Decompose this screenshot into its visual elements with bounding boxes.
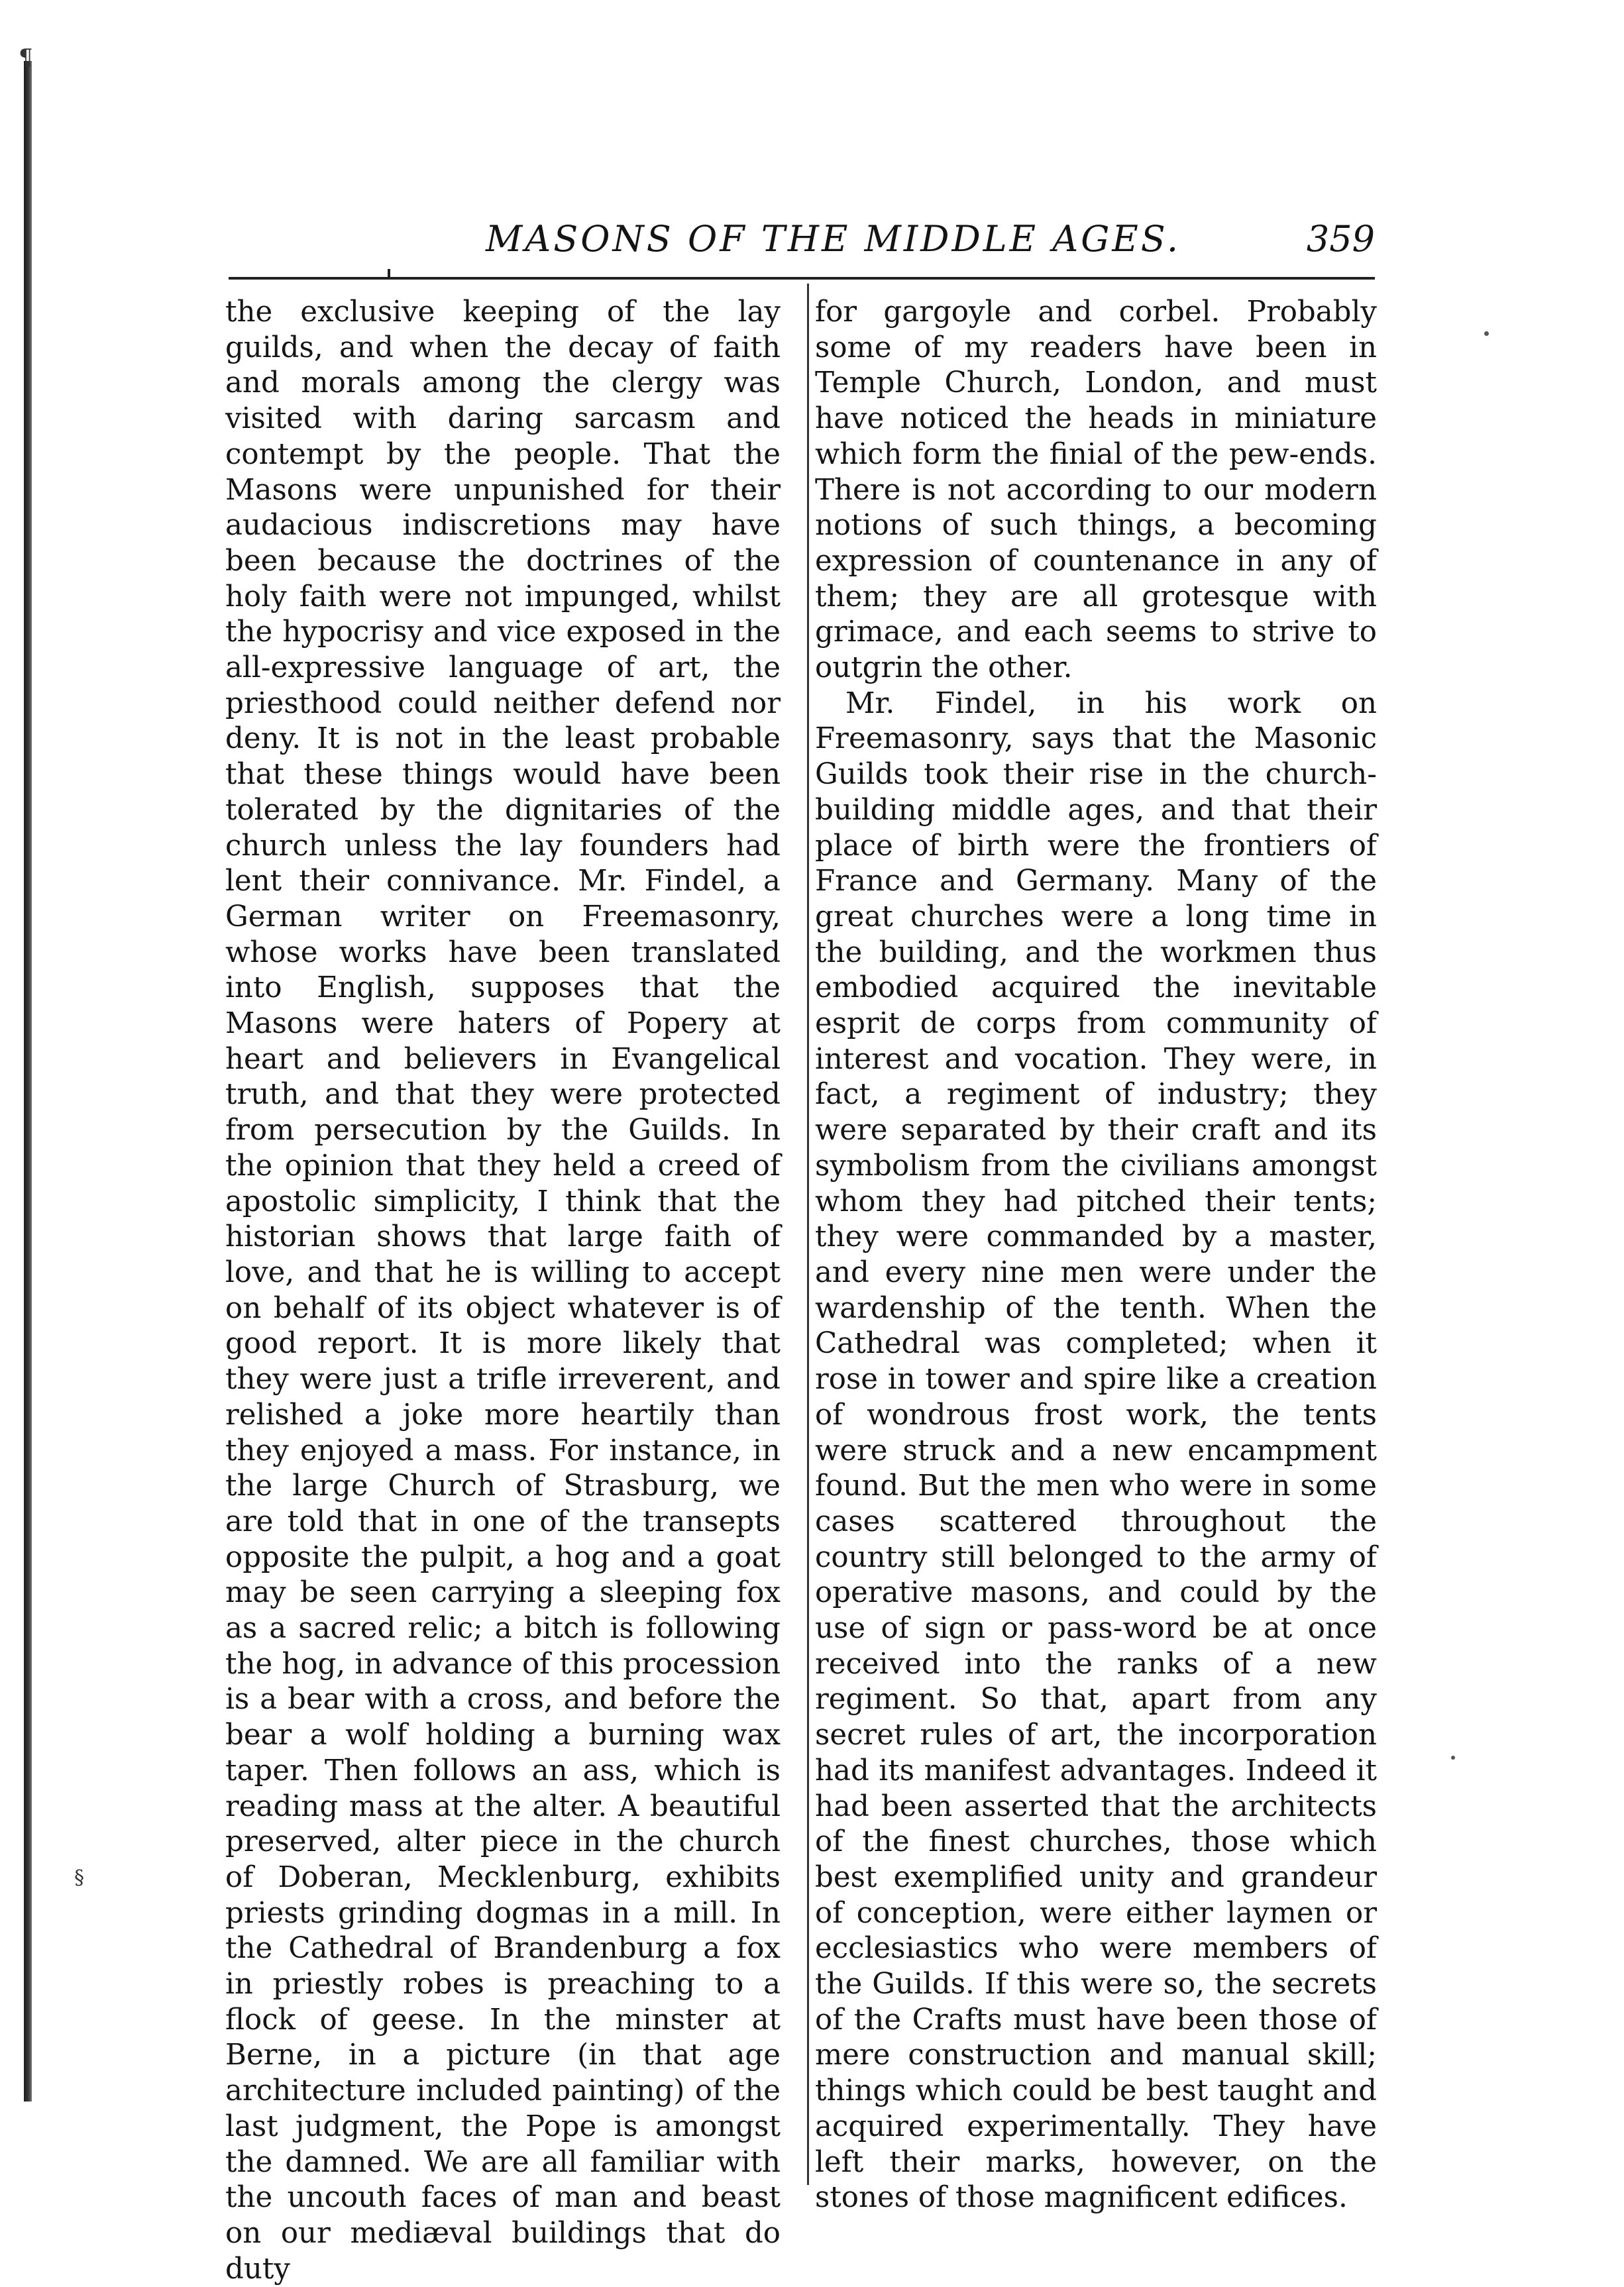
right-paragraph-2: Mr. Findel, in his work on Freemasonry, says that the Masonic Guilds took their rise in the church-building middle ages, and that their place of birth were the frontiers of France and Germany. Many of the great churches were a long time in the building, and the workmen thus embodied acquired the inevitable esprit de corps from community of interest and vocation. They were, in fact, a regiment of industry; they were separated by their craft and its symbolism from the civilians amongst whom they had pitched their tents; they were commanded by a master, and every nine men were under the wardenship of the tenth. When the Cathedral was completed; when it rose in tower and spire like a creation of wondrous frost work, the tents were struck and a new encampment found. But the men who were in some cases scattered throughout the country still belonged to the army of operative masons, and could by the use of sign or pass-word be at once received into the ranks of a new regiment. So that, apart from any secret rules of art, the incorporation had its manifest advantages. Indeed it had been asserted that the architects of the finest churches, those which best exemplified unity and grandeur of conception, were either laymen or ecclesiastics who were members of the Guilds. If this were so, the secrets of the Crafts must have been those of mere construction and manual skill; things which could be best taught and acquired experimentally. They have left their marks, however, on the stones of those magnificent edifices.: [815, 686, 1377, 2215]
header-rule: [229, 277, 1375, 280]
right-paragraph-1: for gargoyle and corbel. Probably some of my readers have been in Temple Church, London, and must have noticed the heads in miniature which form the finial of the pew-ends. There is not according to our modern notions of such things, a becoming expression of countenance in any of them; they are all grotesque with grimace, and each seems to strive to outgrin the other.: [815, 295, 1377, 685]
page-number: 359: [1306, 218, 1375, 260]
running-title: MASONS OF THE MIDDLE AGES.: [486, 218, 1181, 260]
column-divider: [807, 284, 809, 2185]
binding-edge: [24, 61, 32, 2101]
page-header: [229, 215, 1375, 263]
left-paragraph-1: the exclusive keeping of the lay guilds, and when the decay of faith and morals among the clergy was visited with daring sarcasm and contempt by the people. That the Masons were unpunished for their audacious indiscretions may have been because the doctrines of the holy faith were not impunged, whilst the hypocrisy and vice exposed in the all-expressive language of art, the priesthood could neither defend nor deny. It is not in the least probable that these things would have been tolerated by the dignitaries of the church unless the lay founders had lent their connivance. Mr. Findel, a German writer on Freemasonry, whose works have been translated into English, supposes that the Masons were haters of Popery at heart and believers in Evangelical truth, and that they were protected from persecution by the Guilds. In the opinion that they held a creed of apostolic simplicity, I think that the historian shows that large faith of love, and that he is willing to accept on behalf of its object whatever is of good report. It is more likely that they were just a trifle irreverent, and relished a joke more heartily than they enjoyed a mass. For instance, in the large Church of Strasburg, we are told that in one of the transepts opposite the pulpit, a hog and a goat may be seen carrying a sleeping fox as a sacred relic; a bitch is following the hog, in advance of this procession is a bear with a cross, and before the bear a wolf holding a burning wax taper. Then follows an ass, which is reading mass at the alter. A beautiful preserved, alter piece in the church of Doberan, Mecklenburg, exhibits priests grinding dogmas in a mill. In the Cathedral of Brandenburg a fox in priestly robes is preaching to a flock of geese. In the minster at Berne, in a picture (in that age architecture included painting) of the last judgment, the Pope is amongst the damned. We are all familiar with the uncouth faces of man and beast on our mediæval buildings that do duty: [225, 295, 781, 2286]
margin-mark: §: [74, 1866, 84, 1889]
right-column: [815, 295, 1377, 2215]
header-rule-tick: [388, 269, 390, 280]
margin-mark-top: ¶: [19, 44, 33, 71]
left-column: [225, 295, 781, 2286]
print-speck: [1451, 1756, 1455, 1760]
print-speck: [1484, 331, 1489, 336]
